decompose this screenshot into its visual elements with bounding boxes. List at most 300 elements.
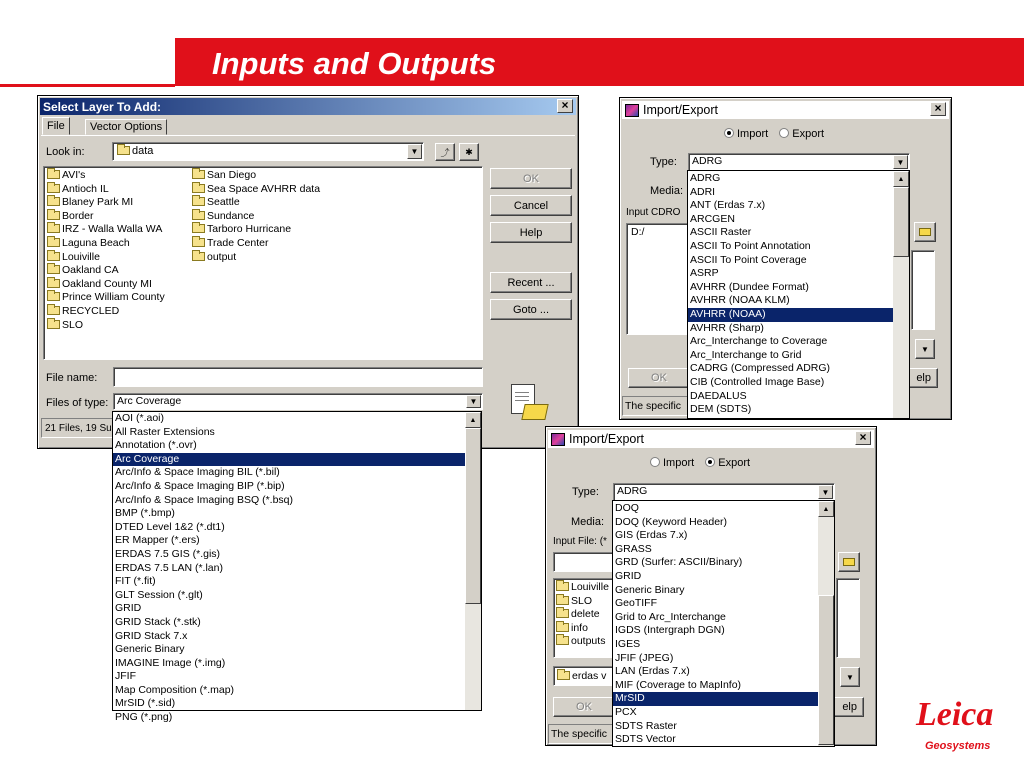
type-option[interactable] <box>113 494 465 508</box>
type-option-label: ER Mapper (*.ers) <box>115 534 200 547</box>
tab-vector-options-label: Vector Options <box>90 121 163 133</box>
type-option[interactable] <box>113 616 465 630</box>
slide-rule-left <box>0 84 175 87</box>
close-icon: × <box>934 101 942 115</box>
import-option-label: ARCGEN <box>690 212 735 225</box>
folder-icon <box>117 146 130 155</box>
import-option-label: ADRI <box>690 185 716 198</box>
new-folder-button[interactable] <box>459 143 479 161</box>
type-option[interactable] <box>113 412 465 426</box>
recent-button[interactable] <box>490 272 572 293</box>
file-name-label: File name: <box>46 372 98 384</box>
type-option-label: ERDAS 7.5 GIS (*.gis) <box>115 547 221 560</box>
folder-item[interactable] <box>47 169 165 183</box>
recent-label: Recent ... <box>507 276 555 289</box>
folder-item-label: IRZ - Walla Walla WA <box>62 223 163 236</box>
folder-icon <box>192 252 205 261</box>
export-option-label: GRID <box>615 569 642 582</box>
import-radio-group <box>724 128 824 140</box>
close-button[interactable] <box>557 99 573 113</box>
output-field-box <box>911 250 935 330</box>
scroll-thumb[interactable] <box>818 595 834 745</box>
import-help-label: elp <box>916 372 931 384</box>
select-layer-title-bar <box>40 98 576 115</box>
export-list-scrollbar[interactable] <box>818 501 834 746</box>
type-option-label: GRID Stack 7.x <box>115 629 188 642</box>
type-option[interactable] <box>113 643 465 657</box>
export-option-label: LAN (Erdas 7.x) <box>615 665 690 678</box>
export-option[interactable] <box>613 706 818 720</box>
type-option-label: Generic Binary <box>115 643 185 656</box>
open-folder-icon <box>919 228 931 236</box>
folder-icon <box>192 238 205 247</box>
type-option[interactable] <box>113 602 465 616</box>
drive-icon <box>557 671 570 680</box>
export-radio-group <box>650 457 750 469</box>
folder-item-label: output <box>207 250 237 263</box>
file-list[interactable] <box>43 166 483 360</box>
select-layer-dialog <box>37 95 579 452</box>
folder-item[interactable] <box>192 183 320 197</box>
folder-item[interactable] <box>47 237 165 251</box>
type-option[interactable] <box>113 507 465 521</box>
export-status-bar <box>548 724 615 744</box>
folder-item[interactable] <box>47 319 165 333</box>
export-type-dropdown[interactable] <box>612 500 835 747</box>
type-option[interactable] <box>113 697 465 711</box>
goto-label: Goto ... <box>512 303 550 316</box>
export-option-label: MrSID <box>615 692 645 705</box>
folder-item-label: SLO <box>62 318 84 331</box>
type-option[interactable] <box>113 453 465 467</box>
import-option-label: AVHRR (NOAA) <box>690 307 766 320</box>
output-combo-arrow[interactable] <box>915 339 935 359</box>
folder-item[interactable] <box>47 251 165 265</box>
folder-icon <box>556 609 569 618</box>
goto-button[interactable] <box>490 299 572 320</box>
type-options-list <box>113 412 465 725</box>
folder-item[interactable] <box>47 291 165 305</box>
type-option[interactable] <box>113 562 465 576</box>
folder-item[interactable] <box>47 210 165 224</box>
export-option[interactable] <box>613 502 818 516</box>
import-option-label: CIB (Controlled Image Base) <box>690 375 825 388</box>
status-bar <box>41 418 115 438</box>
tab-vector-options[interactable] <box>85 119 167 135</box>
import-option[interactable] <box>688 403 893 417</box>
type-option-label: ERDAS 7.5 LAN (*.lan) <box>115 561 223 574</box>
tab-file[interactable] <box>42 117 70 135</box>
look-in-label: Look in: <box>46 146 85 158</box>
import-option-label: DAEDALUS <box>690 389 747 402</box>
type-option-label: All Raster Extensions <box>115 425 215 438</box>
input-path-value: D:/ <box>631 226 645 238</box>
folder-item-label: Louiville <box>62 250 100 263</box>
radio-import[interactable] <box>724 128 734 138</box>
folder-icon <box>47 252 60 261</box>
folder-icon <box>47 197 60 206</box>
export-option[interactable] <box>613 516 818 530</box>
folder-item-label: RECYCLED <box>62 304 120 317</box>
export-title: Import/Export <box>569 432 645 446</box>
export-option-label: GIS (Erdas 7.x) <box>615 529 688 542</box>
help-button[interactable] <box>490 222 572 243</box>
folder-item[interactable] <box>556 635 609 649</box>
folder-item-label: delete <box>571 608 600 621</box>
folder-item[interactable] <box>192 223 320 237</box>
import-list-scrollbar[interactable] <box>893 171 909 418</box>
folder-item-label: Louiville <box>571 581 609 593</box>
scroll-up-icon[interactable]: ▲ <box>465 412 481 428</box>
type-label: Type: <box>650 156 677 168</box>
export-option[interactable] <box>613 638 818 652</box>
logo-subtitle: Geosystems <box>925 740 991 752</box>
import-option-label: ASCII To Point Annotation <box>690 239 811 252</box>
chevron-down-icon: ▼ <box>846 672 854 682</box>
export-option-label: Grid to Arc_Interchange <box>615 610 726 623</box>
import-option[interactable] <box>688 199 893 213</box>
import-option-label: ASCII To Point Coverage <box>690 253 807 266</box>
close-icon: × <box>859 430 867 444</box>
export-status-text: The specific <box>551 728 608 740</box>
folder-item[interactable] <box>556 608 609 622</box>
folder-icon <box>47 224 60 233</box>
import-option[interactable] <box>688 172 893 186</box>
type-option[interactable] <box>113 684 465 698</box>
radio-export-label: Export <box>718 457 751 469</box>
folder-item-label: Seattle <box>207 196 240 209</box>
import-ok-button[interactable] <box>628 368 690 388</box>
import-option-label: ASRP <box>690 267 719 280</box>
type-option-label: GLT Session (*.glt) <box>115 588 203 601</box>
folder-item[interactable] <box>556 595 609 609</box>
folder-icon <box>47 292 60 301</box>
select-layer-title: Select Layer To Add: <box>43 99 162 114</box>
export-option[interactable] <box>613 611 818 625</box>
import-option-label: AVHRR (Dundee Format) <box>690 280 809 293</box>
folder-item[interactable] <box>47 183 165 197</box>
folder-item[interactable] <box>556 622 609 636</box>
folder-item-label: San Diego <box>207 169 257 181</box>
output-field-box <box>836 578 860 658</box>
type-option[interactable] <box>113 657 465 671</box>
type-option-label: Arc/Info & Space Imaging BSQ (*.bsq) <box>115 493 293 506</box>
folder-icon <box>192 211 205 220</box>
import-option[interactable] <box>688 376 893 390</box>
folder-item[interactable] <box>192 251 320 265</box>
folder-item[interactable] <box>192 169 320 183</box>
scroll-thumb[interactable] <box>465 428 481 604</box>
media-label: Media: <box>650 185 684 197</box>
export-option-label: Generic Binary <box>615 583 685 596</box>
type-option[interactable] <box>113 548 465 562</box>
type-option[interactable] <box>113 426 465 440</box>
folder-item[interactable] <box>556 581 609 595</box>
folder-item-label: Border <box>62 209 94 222</box>
import-option-label: ANT (Erdas 7.x) <box>690 199 766 212</box>
imagine-app-icon <box>551 433 565 446</box>
folder-item-label: Trade Center <box>207 236 269 249</box>
type-option[interactable] <box>113 534 465 548</box>
export-option-label: MIF (Coverage to MapInfo) <box>615 678 742 691</box>
type-label: Type: <box>572 486 599 498</box>
export-option-label: IGES <box>615 637 641 650</box>
input-label: Input File: (* <box>553 536 607 547</box>
folder-item-label: AVI's <box>62 169 86 181</box>
folder-icon <box>47 170 60 179</box>
folder-item-label: Antioch IL <box>62 182 109 195</box>
drive-combo-arrow[interactable] <box>840 667 860 687</box>
export-option[interactable] <box>613 665 818 679</box>
import-option[interactable] <box>688 308 893 322</box>
import-option[interactable] <box>688 294 893 308</box>
imagine-app-icon <box>625 104 639 117</box>
radio-export[interactable] <box>779 128 789 138</box>
export-option[interactable] <box>613 624 818 638</box>
folder-item[interactable] <box>192 237 320 251</box>
folder-icon <box>47 320 60 329</box>
type-option[interactable] <box>113 575 465 589</box>
folder-item[interactable] <box>47 196 165 210</box>
export-option[interactable] <box>613 733 818 747</box>
export-option[interactable] <box>613 720 818 734</box>
type-value: ADRG <box>692 155 723 167</box>
type-option-label: GRID <box>115 602 142 615</box>
up-folder-icon: ⤴ <box>440 147 450 158</box>
logo-brand: Leica <box>916 696 994 733</box>
scroll-thumb[interactable] <box>893 187 909 257</box>
export-option-label: SDTS Raster <box>615 719 677 732</box>
export-option-label: IGDS (Intergraph DGN) <box>615 624 725 637</box>
import-option-label: ADRG <box>690 172 721 184</box>
type-option[interactable] <box>113 480 465 494</box>
import-status-bar <box>622 396 688 416</box>
export-option[interactable] <box>613 584 818 598</box>
folder-item-label: Oakland County MI <box>62 277 152 290</box>
type-option-label: PNG (*.png) <box>115 711 173 724</box>
import-option-label: CADRG (Compressed ADRG) <box>690 362 831 375</box>
type-option[interactable] <box>113 670 465 684</box>
folder-icon <box>47 306 60 315</box>
export-option[interactable] <box>613 529 818 543</box>
type-option[interactable] <box>113 630 465 644</box>
close-button[interactable] <box>855 431 871 445</box>
cancel-label: Cancel <box>513 199 549 212</box>
input-file-field[interactable] <box>553 552 615 572</box>
type-option-label: Arc Coverage <box>115 452 180 465</box>
radio-export-label: Export <box>792 128 825 140</box>
drive-combo[interactable] <box>553 666 615 686</box>
tab-panel-border <box>41 135 575 136</box>
export-option-label: DOQ <box>615 502 639 514</box>
file-list-column-2 <box>192 169 320 264</box>
export-option[interactable] <box>613 556 818 570</box>
folder-item-label: outputs <box>571 635 606 648</box>
import-option-label: AVHRR (Sharp) <box>690 321 764 334</box>
export-option[interactable] <box>613 679 818 693</box>
chevron-down-icon[interactable]: ▼ <box>818 485 833 499</box>
chevron-down-icon: ▼ <box>921 344 929 354</box>
export-option-label: JFIF (JPEG) <box>615 651 674 664</box>
type-option-label: AOI (*.aoi) <box>115 412 165 424</box>
import-option[interactable] <box>688 322 893 336</box>
import-type-dropdown[interactable] <box>687 170 910 419</box>
export-options-list <box>613 502 818 747</box>
type-option[interactable] <box>113 466 465 480</box>
import-option[interactable] <box>688 349 893 363</box>
import-option[interactable] <box>688 226 893 240</box>
media-label: Media: <box>571 516 605 528</box>
input-path-field[interactable] <box>626 223 688 335</box>
folder-icon <box>192 197 205 206</box>
look-in-combo[interactable] <box>112 142 424 161</box>
folder-item-label: Laguna Beach <box>62 236 130 249</box>
look-in-value: data <box>132 145 154 157</box>
folder-item[interactable] <box>47 278 165 292</box>
folder-item[interactable] <box>47 223 165 237</box>
export-title-bar <box>548 430 874 448</box>
file-name-input[interactable] <box>113 367 483 387</box>
folder-item[interactable] <box>47 305 165 319</box>
export-option[interactable] <box>613 543 818 557</box>
radio-import-label: Import <box>663 457 695 469</box>
type-option-label: DTED Level 1&2 (*.dt1) <box>115 520 225 533</box>
type-combo[interactable] <box>613 483 835 501</box>
folder-icon <box>556 582 569 591</box>
folder-list-items <box>556 581 609 649</box>
folder-icon <box>47 265 60 274</box>
import-option[interactable] <box>688 390 893 404</box>
ok-button[interactable] <box>490 168 572 189</box>
import-option[interactable] <box>688 267 893 281</box>
folder-item[interactable] <box>192 196 320 210</box>
leica-logo <box>916 698 993 732</box>
folder-icon <box>47 211 60 220</box>
import-ok-label: OK <box>651 372 667 384</box>
import-option[interactable] <box>688 335 893 349</box>
radio-export[interactable] <box>705 457 715 467</box>
import-option[interactable] <box>688 281 893 295</box>
cancel-button[interactable] <box>490 195 572 216</box>
scroll-up-icon[interactable]: ▲ <box>818 501 834 517</box>
import-option[interactable] <box>688 362 893 376</box>
type-value: ADRG <box>617 485 648 497</box>
files-of-type-label: Files of type: <box>46 397 109 409</box>
status-text: 21 Files, 19 Su <box>45 423 112 434</box>
import-title: Import/Export <box>643 103 719 117</box>
files-of-type-dropdown[interactable] <box>112 411 482 724</box>
folder-icon <box>47 184 60 193</box>
folder-icon <box>47 279 60 288</box>
folder-item[interactable] <box>192 210 320 224</box>
chevron-down-icon[interactable]: ▼ <box>893 155 908 169</box>
folder-item-label: Oakland CA <box>62 264 119 277</box>
type-option[interactable] <box>113 711 465 725</box>
open-folder-icon <box>843 558 855 566</box>
type-option[interactable] <box>113 589 465 603</box>
import-option-label: AVHRR (NOAA KLM) <box>690 294 790 307</box>
import-option[interactable] <box>688 240 893 254</box>
export-option[interactable] <box>613 570 818 584</box>
folder-item[interactable] <box>47 264 165 278</box>
export-option-label: GeoTIFF <box>615 597 658 610</box>
files-of-type-combo[interactable] <box>113 393 483 410</box>
folder-item-label: Sundance <box>207 209 255 222</box>
import-option[interactable] <box>688 213 893 227</box>
folder-icon <box>556 596 569 605</box>
export-option-label: GRASS <box>615 542 652 555</box>
radio-import-label: Import <box>737 128 769 140</box>
type-list-scrollbar[interactable] <box>465 412 481 710</box>
type-option[interactable] <box>113 439 465 453</box>
chevron-down-icon[interactable]: ▼ <box>407 144 422 159</box>
import-option-label: Arc_Interchange to Coverage <box>690 335 828 348</box>
type-option-label: MrSID (*.sid) <box>115 697 176 710</box>
drive-value: erdas v <box>572 670 607 682</box>
radio-import[interactable] <box>650 457 660 467</box>
import-status-text: The specific <box>625 400 682 412</box>
type-option-label: Arc/Info & Space Imaging BIL (*.bil) <box>115 466 280 479</box>
up-folder-button[interactable] <box>435 143 455 161</box>
import-option-label: DEM (SDTS) <box>690 403 752 416</box>
import-option[interactable] <box>688 186 893 200</box>
type-option-label: IMAGINE Image (*.img) <box>115 656 226 669</box>
close-button[interactable] <box>930 102 946 116</box>
slide-title: Inputs and Outputs <box>212 46 497 81</box>
folder-icon <box>556 623 569 632</box>
export-option-label: SDTS Vector <box>615 733 676 746</box>
open-file-icon <box>511 384 549 424</box>
type-combo[interactable] <box>688 153 910 171</box>
type-option-label: JFIF <box>115 670 136 683</box>
folder-item-label: Blaney Park MI <box>62 196 134 209</box>
export-option[interactable] <box>613 692 818 706</box>
export-option-label: DOQ (Keyword Header) <box>615 515 728 528</box>
import-option[interactable] <box>688 254 893 268</box>
file-list-column-1 <box>47 169 165 332</box>
browse-folder-button[interactable] <box>914 222 936 242</box>
folder-list[interactable] <box>553 578 615 658</box>
export-option-label: GRD (Surfer: ASCII/Binary) <box>615 556 743 569</box>
export-option[interactable] <box>613 652 818 666</box>
browse-folder-button[interactable] <box>838 552 860 572</box>
help-label: Help <box>519 226 543 239</box>
files-of-type-value: Arc Coverage <box>117 395 182 407</box>
type-option-label: BMP (*.bmp) <box>115 507 175 520</box>
export-ok-label: OK <box>576 701 592 713</box>
type-option-label: Arc/Info & Space Imaging BIP (*.bip) <box>115 479 285 492</box>
export-option[interactable] <box>613 597 818 611</box>
tab-file-label: File <box>47 120 65 132</box>
folder-item-label: Prince William County <box>62 291 165 304</box>
export-option-label: PCX <box>615 705 637 718</box>
scroll-up-icon[interactable]: ▲ <box>893 171 909 187</box>
new-folder-icon: ✱ <box>465 146 473 157</box>
folder-icon <box>192 184 205 193</box>
type-option[interactable] <box>113 521 465 535</box>
export-ok-button[interactable] <box>553 697 615 717</box>
folder-item-label: SLO <box>571 594 593 607</box>
folder-item-label: Sea Space AVHRR data <box>207 182 321 195</box>
folder-item-label: info <box>571 621 588 634</box>
chevron-down-icon[interactable]: ▼ <box>466 395 481 408</box>
type-option-label: Map Composition (*.map) <box>115 683 235 696</box>
type-option-label: Annotation (*.ovr) <box>115 439 197 452</box>
folder-item-label: Tarboro Hurricane <box>207 223 292 236</box>
import-option-label: Arc_Interchange to Grid <box>690 348 802 361</box>
folder-icon <box>192 224 205 233</box>
folder-icon <box>47 238 60 247</box>
